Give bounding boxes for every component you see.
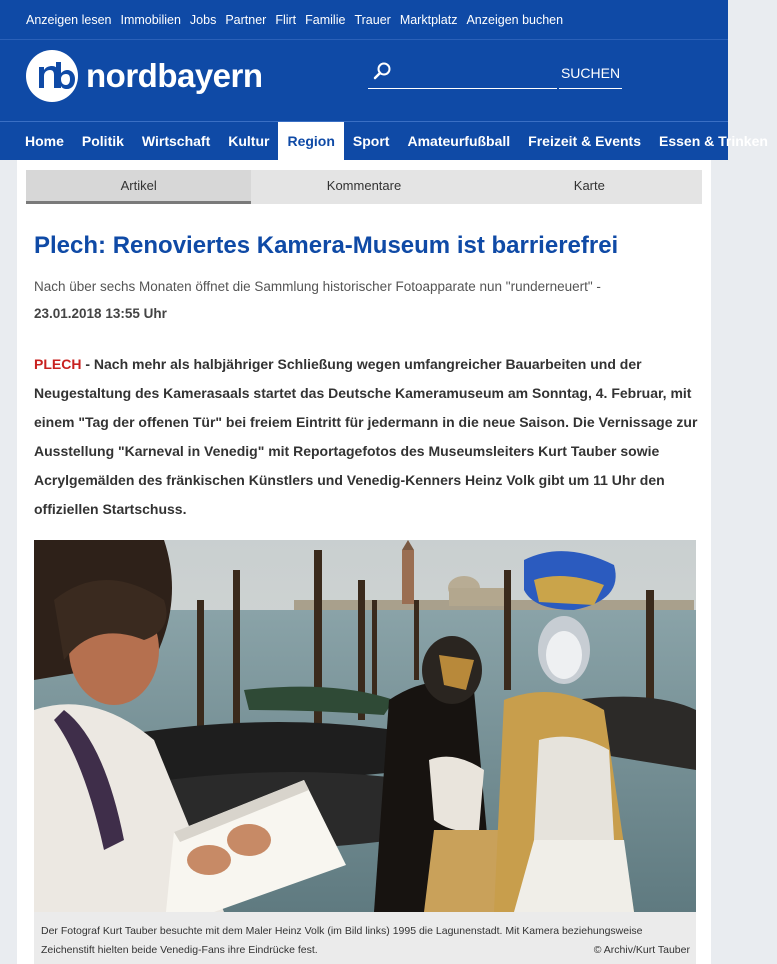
top-links-bar [0,0,728,40]
toplink-partner[interactable]: Partner [225,12,267,27]
toplink-anzeigen-lesen[interactable]: Anzeigen lesen [26,12,112,27]
toplink-trauer[interactable]: Trauer [354,12,391,27]
article-headline: Plech: Renoviertes Kamera-Museum ist barrierefrei [34,232,619,259]
toplink-jobs[interactable]: Jobs [189,12,217,27]
logo-wordmark: nordbayern [86,57,263,94]
main-navigation [0,121,768,160]
photo-credit: © Archiv/Kurt Tauber [593,944,690,956]
toplink-flirt[interactable]: Flirt [275,12,297,27]
magnifier-icon[interactable] [372,61,392,81]
nav-item-wirtschaft[interactable]: Wirtschaft [141,133,211,149]
nav-item-sport[interactable]: Sport [352,133,390,149]
toplink-marktplatz[interactable]: Marktplatz [399,12,458,27]
nav-item-region[interactable]: Region [278,122,343,160]
nav-item-kultur[interactable]: Kultur [228,133,270,149]
nav-item-politik[interactable]: Politik [81,133,124,149]
article-lead [34,350,702,524]
tab-kommentare[interactable]: Kommentare [326,178,402,193]
article-container [17,160,711,964]
search-button[interactable]: SUCHEN [559,58,622,89]
article-teaser [34,273,684,327]
article-date: 23.01.2018 13:55 Uhr [34,306,167,321]
article-tabs [26,170,702,204]
article-photo[interactable] [34,540,696,912]
lead-text: - Nach mehr als halbjähriger Schließung wegen umfangreicher Bauarbeiten und der Neugestaltung des Kamerasaals startet das Deutsche Kameramuseum am Sonntag, 4. Februar, mit einem "Tag der offenen Tür" bei freiem Eintritt für jedermann in die neue Saison. Die Vernissage zur Ausstellung "Karneval in Venedig" mit Reportagefotos des Museumsleiters Kurt Tauber sowie Acrylgemälden des fränkischen Künstlers und Venedig-Kenners Heinz Volk gibt um 11 Uhr den offiziellen Startschuss. [34,356,698,517]
search-input[interactable] [396,60,554,86]
search-bar [368,58,622,90]
toplink-immobilien[interactable]: Immobilien [120,12,181,27]
article-dateline: PLECH [34,356,82,372]
nb-logo-icon [26,50,78,102]
toplink-anzeigen-buchen[interactable]: Anzeigen buchen [466,12,564,27]
nav-item-amateurfussball[interactable]: Amateurfußball [407,133,511,149]
site-logo[interactable] [26,50,263,102]
tab-artikel[interactable]: Artikel [26,170,251,204]
tab-karte[interactable]: Karte [573,178,605,193]
nav-item-home[interactable]: Home [25,133,64,149]
nav-item-essen-trinken[interactable]: Essen & Trinken [659,133,768,149]
search-underline [368,88,557,89]
photo-caption [34,912,696,964]
toplink-familie[interactable]: Familie [305,12,346,27]
nav-item-freizeit-events[interactable]: Freizeit & Events [528,133,641,149]
caption-text: Der Fotograf Kurt Tauber besuchte mit dem Maler Heinz Volk (im Bild links) 1995 die Lagunenstadt. Mit Kamera beziehungsweise Zeichenstift hielten beide Venedig-Fans ihre Eindrücke fest. [41,925,643,956]
site-header [0,0,728,121]
teaser-text: Nach über sechs Monaten öffnet die Sammlung historischer Fotoapparate nun "runderneuert" - [34,279,601,294]
